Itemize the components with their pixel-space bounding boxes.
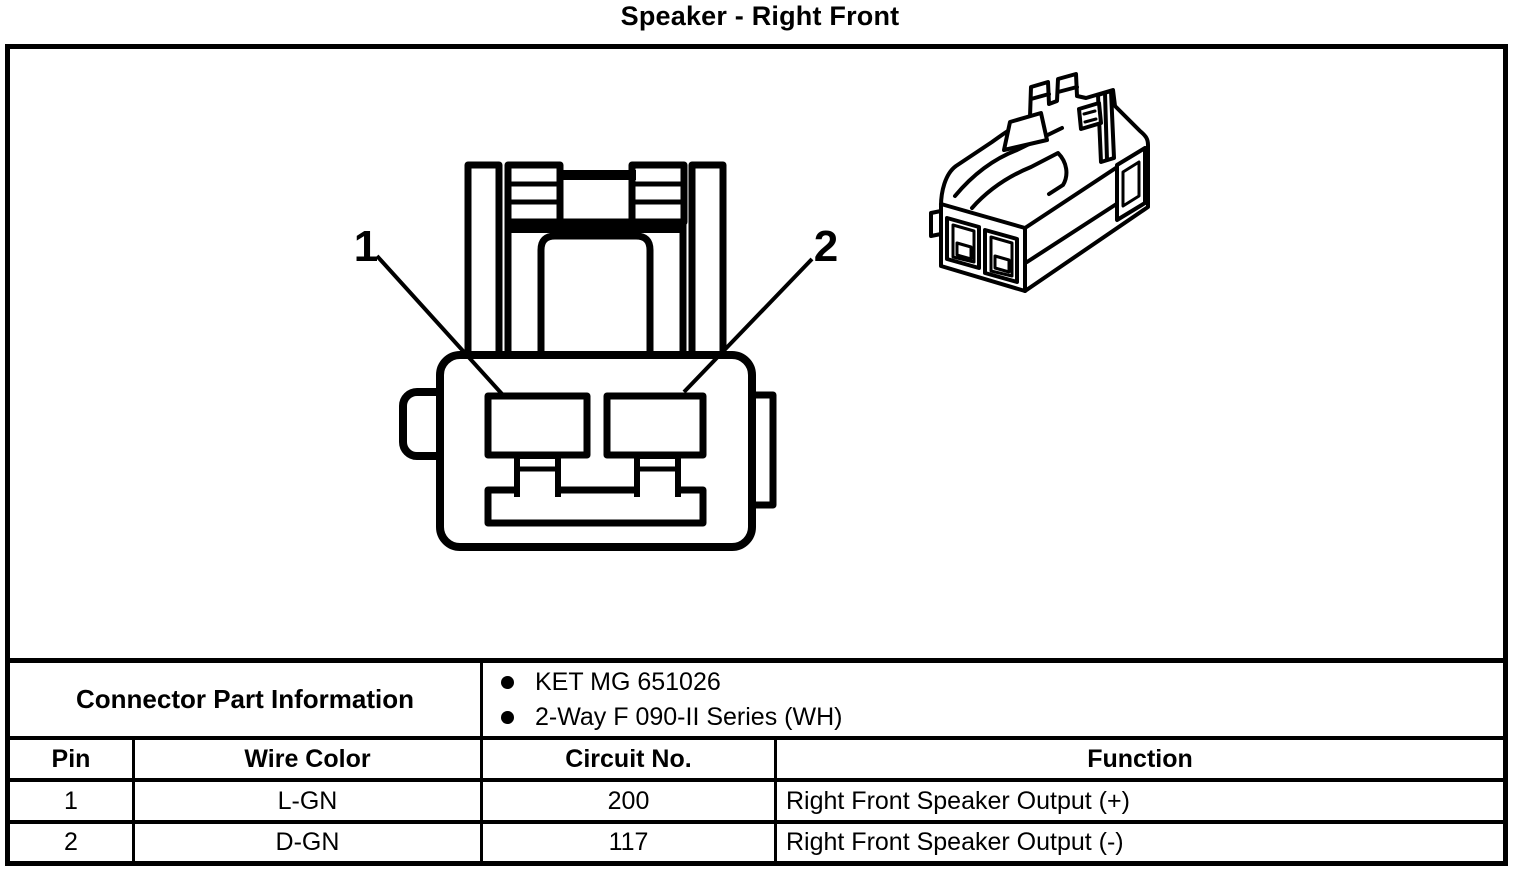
face-key-stem-left	[517, 456, 558, 497]
header-function: Function	[774, 740, 1503, 778]
connector-iso-view	[931, 74, 1148, 291]
part-info-item	[501, 703, 842, 732]
pin-table-header-row	[10, 736, 1503, 778]
cell-function: Right Front Speaker Output (+)	[774, 782, 1503, 820]
bullet-icon	[501, 676, 514, 689]
cell-wire-color: D-GN	[132, 824, 480, 861]
cell-function: Right Front Speaker Output (-)	[774, 824, 1503, 861]
callout-label-1: 1	[353, 222, 379, 271]
cell-pin: 1	[64, 786, 78, 815]
callout-label-2: 2	[813, 222, 839, 271]
face-rail-right	[692, 165, 723, 355]
face-rail-left	[468, 165, 499, 355]
bullet-icon	[501, 711, 514, 724]
table-row	[10, 778, 1503, 820]
connector-part-info-row	[10, 658, 1503, 736]
cell-circuit-no: 200	[480, 782, 774, 820]
diagram-area	[10, 49, 1503, 658]
iso-left-nub	[931, 211, 941, 236]
iso-post-clip	[1079, 103, 1101, 129]
header-wire-color: Wire Color	[132, 740, 480, 778]
face-latch-block-right	[632, 165, 684, 222]
part-info-item-text: 2-Way F 090-II Series (WH)	[535, 702, 843, 731]
cell-wire-color: L-GN	[132, 782, 480, 820]
connector-part-info-label: Connector Part Information	[75, 684, 414, 714]
header-circuit-no: Circuit No.	[480, 740, 774, 778]
connector-diagram-svg	[10, 49, 1503, 658]
face-latch-top-bar	[558, 170, 636, 180]
face-cavity-2	[607, 396, 703, 455]
page-title: Speaker - Right Front	[620, 1, 900, 31]
part-info-item-text: KET MG 651026	[535, 667, 721, 696]
cell-circuit-no: 117	[480, 824, 774, 861]
header-pin: Pin	[51, 744, 91, 773]
part-info-item	[501, 668, 721, 697]
face-latch-arch	[508, 222, 683, 360]
face-key-stem-right	[637, 456, 678, 497]
connector-face-view	[377, 165, 812, 547]
table-row	[10, 820, 1503, 861]
diagram-frame	[5, 44, 1508, 866]
cell-pin: 2	[64, 828, 78, 856]
connector-part-info-items	[480, 663, 1503, 736]
face-cavity-1	[488, 396, 587, 455]
face-latch-block-left	[508, 165, 560, 222]
